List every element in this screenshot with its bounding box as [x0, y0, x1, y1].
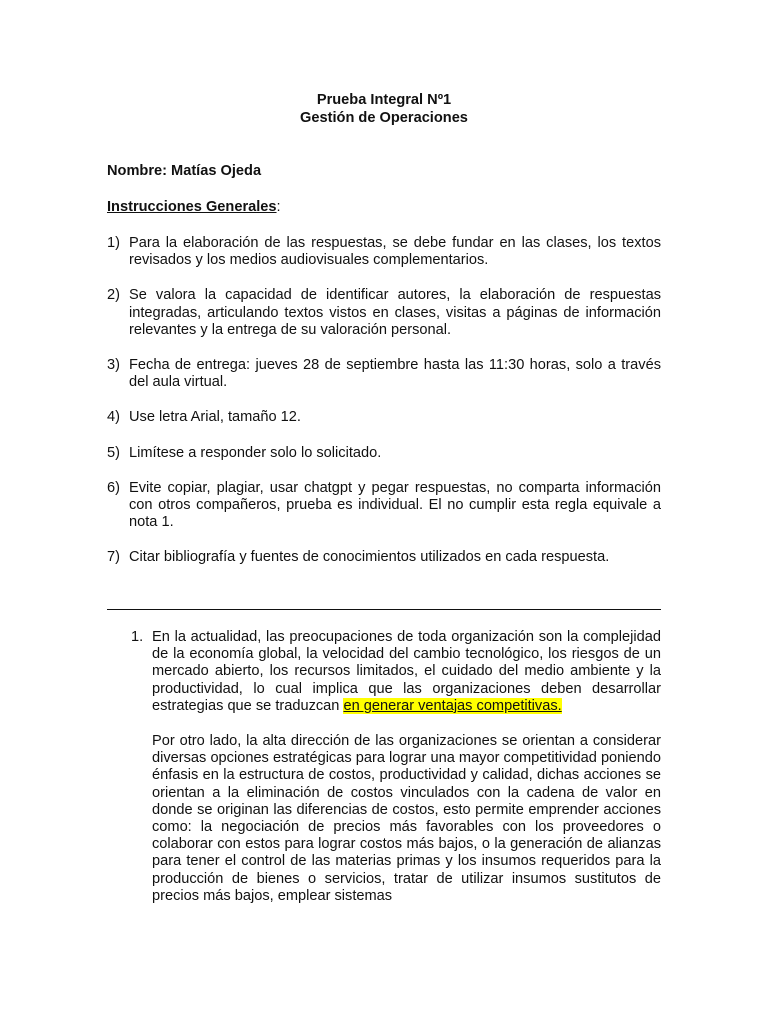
instruction-item [107, 409, 661, 426]
instruction-number: 7) [107, 549, 120, 566]
section-divider [107, 609, 661, 610]
document-subtitle: Gestión de Operaciones [300, 110, 468, 126]
instruction-item [107, 357, 661, 391]
instruction-number: 1) [107, 235, 120, 251]
instruction-number: 6) [107, 479, 120, 496]
answer-number: 1. [131, 629, 144, 645]
highlighted-text: en generar ventajas competitivas. [343, 697, 562, 714]
instruction-text: Fecha de entrega: jueves 28 de septiembre hasta las 11:30 horas, solo a través del aula virtual. [129, 357, 661, 391]
instruction-item [107, 480, 661, 532]
student-name: Nombre: Matías Ojeda [107, 163, 262, 179]
answer-paragraph-2: Por otro lado, la alta dirección de las organizaciones se orientan a considerar diversas opciones estratégicas para lograr una mayor competitividad poniendo énfasis en la estructura de costos, productividad y calidad, dichas acciones se orientan a la eliminación de costos vinculados con la cadena de valor en donde se originan las diferencias de costos, esto permite emprender acciones como: la negociación de precios más favorables con los proveedores o colaborar con estos para lograr costos más bajos, o la generación de alianzas para tener el control de las materias primas y los insumos requeridos para la producción de bienes o servicios, tratar de utilizar insumos sustitutos de precios más bajos, emplear sistemas [152, 733, 661, 904]
instruction-item [107, 445, 661, 462]
answer-paragraph-1 [152, 629, 661, 715]
instruction-number: 2) [107, 287, 120, 304]
instruction-number: 5) [107, 444, 120, 461]
document-title: Prueba Integral Nº1 [316, 92, 452, 108]
instruction-text: Limítese a responder solo lo solicitado. [129, 444, 382, 461]
instruction-item [107, 549, 661, 566]
instruction-text: Para la elaboración de las respuestas, se debe fundar en las clases, los textos revisados y los medios audiovisuales complementarios. [129, 235, 661, 269]
instructions-heading-label: Instrucciones Generales [107, 199, 277, 215]
instruction-text: Se valora la capacidad de identificar autores, la elaboración de respuestas integradas, articulando textos vistos en clases, visitas a páginas de información relevantes y la entrega de su valoración personal. [129, 287, 661, 338]
instruction-number: 3) [107, 357, 120, 374]
instructions-heading-colon: : [276, 199, 281, 215]
instruction-text: Evite copiar, plagiar, usar chatgpt y pegar respuestas, no comparta información con otros compañeros, prueba es individual. El no cumplir esta regla equivale a nota 1. [129, 479, 661, 531]
instruction-number: 4) [107, 409, 120, 426]
answer-1 [131, 629, 661, 923]
instructions-list [107, 235, 661, 585]
instruction-text: Citar bibliografía y fuentes de conocimientos utilizados en cada respuesta. [129, 549, 610, 566]
answer-paragraph-1-text: En la actualidad, las preocupaciones de toda organización son la complejidad de la economía global, la velocidad del cambio tecnológico, los riesgos de un mercado abierto, los recursos limitados, el cuidado del medio ambiente y la productividad, lo cual implica que las organizaciones deben desarrollar estrategias que se traduzcan [152, 629, 661, 714]
instructions-heading [107, 199, 281, 216]
instruction-item [107, 235, 661, 269]
instruction-item [107, 287, 661, 339]
instruction-text: Use letra Arial, tamaño 12. [129, 409, 301, 426]
